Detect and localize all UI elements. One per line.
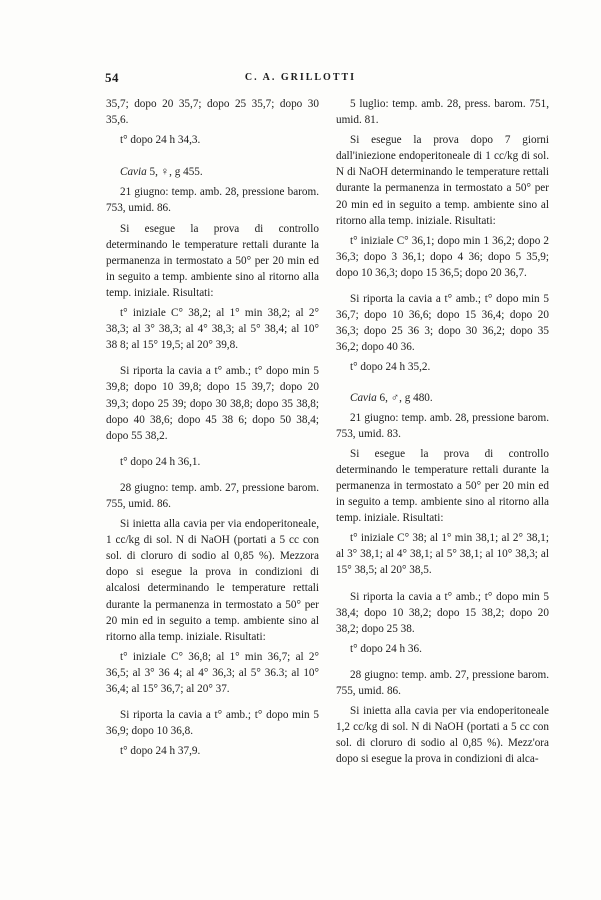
paragraph: 21 giugno: temp. amb. 28, pressione barom. 753, umid. 86. — [106, 186, 319, 215]
paragraph: 28 giugno: temp. amb. 27, pressione barom. 755, umid. 86. — [106, 481, 319, 510]
paragraph: Si esegue la prova dopo 7 giorni dall'iniezione endoperitoneale di 1 cc/kg di sol. N di NaOH determinando le temperature rettali durante la permanenza in termostato a 50° per 20 min ed in seguito a temp. ambiente sino al ritorno alla temp. iniziale. Risultati: — [336, 134, 549, 227]
right-column — [336, 96, 549, 777]
heading-title: Cavia — [120, 166, 147, 179]
running-head: C. A. GRILLOTTI — [244, 72, 357, 83]
paragraph: 5 luglio: temp. amb. 28, press. barom. 751, umid. 81. — [336, 98, 549, 127]
paragraph: Si riporta la cavia a t° amb.; t° dopo min 5 38,4; dopo 10 38,2; dopo 15 38,2; dopo 20 38,2; dopo 25 38. — [336, 590, 549, 635]
paragraph: 35,7; dopo 20 35,7; dopo 25 35,7; dopo 30 35,6. — [106, 98, 319, 127]
heading-title: Cavia — [350, 391, 377, 404]
section-heading — [106, 164, 319, 180]
paragraph: Si inietta alla cavia per via endoperitoneale 1,2 cc/kg di sol. N di NaOH (portati a 5 cc con sol. di cloruro di sodio al 0,85 %). Mezz'ora dopo si esegue la prova in condizioni di alca- — [336, 705, 549, 766]
section-heading — [336, 390, 549, 406]
paragraph: t° dopo 24 h 34,3. — [120, 134, 201, 147]
paragraph: Si inietta alla cavia per via endoperitoneale, 1 cc/kg di sol. N di NaOH (portati a 5 cc con sol. di cloruro di sodio al 0,85 %). Mezzora dopo si esegue la prova in condizioni di alcalosi determinando le temperature rettali durante la permanenza in termostato a 50° per 20 min ed in seguito a temp. ambiente sino al ritorno alla temp. iniziale. Risultati: — [106, 518, 319, 643]
paragraph: t° iniziale C° 36,1; dopo min 1 36,2; dopo 2 36,3; dopo 3 36,1; dopo 4 36; dopo 5 35,9; dopo 10 36,3; dopo 15 36,5; dopo 20 36,7. — [336, 234, 549, 279]
paragraph: Si riporta la cavia a t° amb.; t° dopo min 5 36,7; dopo 10 36,6; dopo 15 36,4; dopo 20 36,3; dopo 25 36 3; dopo 30 36,2; dopo 35 36,2; dopo 40 36. — [336, 293, 549, 354]
paragraph: t° iniziale C° 36,8; al 1° min 36,7; al 2° 36,5; al 3° 36 4; al 4° 36,3; al 5° 36.3; al 10° 36,4; al 15° 36,7; al 20° 37. — [106, 650, 319, 695]
paragraph: t° dopo 24 h 37,9. — [120, 745, 201, 758]
paragraph: t° dopo 24 h 36. — [350, 642, 422, 655]
paragraph: Si riporta la cavia a t° amb.; t° dopo min 5 36,9; dopo 10 36,8. — [106, 709, 319, 738]
paragraph: Si esegue la prova di controllo determinando le temperature rettali durante la permanenza in termostato a 50° per 20 min ed in seguito a temp. ambiente sino al ritorno alla temp. iniziale. Risultati: — [106, 222, 319, 299]
paragraph: t° dopo 24 h 36,1. — [120, 455, 201, 468]
page-number: 54 — [105, 70, 119, 85]
paragraph: 21 giugno: temp. amb. 28, pressione barom. 753, umid. 83. — [336, 411, 549, 440]
heading-rest: 5, ♀, g 455. — [146, 166, 203, 179]
paragraph: t° iniziale C° 38,2; al 1° min 38,2; al 2° 38,3; al 3° 38,3; al 4° 38,3; al 5° 38,4; al 10° 38 8; al 15° 19,5; al 20° 39,8. — [106, 307, 319, 352]
paragraph: t° iniziale C° 38; al 1° min 38,1; al 2° 38,1; al 3° 38,1; al 4° 38,1; al 5° 38,1; al 10° 38,3; al 15° 38,5; al 20° 38,5. — [336, 532, 549, 577]
left-column — [106, 96, 319, 769]
page-header — [0, 70, 601, 90]
paragraph: Si esegue la prova di controllo determinando le temperature rettali durante la permanenza in termostato a 50° per 20 min ed in seguito a temp. ambiente sino al ritorno alla temp. iniziale. Risultati: — [336, 447, 549, 525]
paragraph: Si riporta la cavia a t° amb.; t° dopo min 5 39,8; dopo 10 39,8; dopo 15 39,7; dopo 20 39,3; dopo 25 39; dopo 30 38,8; dopo 35 38,8; dopo 40 38,6; dopo 45 38 6; dopo 50 38,4; dopo 55 38,2. — [106, 365, 319, 442]
paragraph: t° dopo 24 h 35,2. — [350, 361, 431, 374]
paragraph: 28 giugno: temp. amb. 27, pressione barom. 755, umid. 86. — [336, 668, 549, 697]
heading-rest: 6, ♂, g 480. — [376, 391, 433, 404]
